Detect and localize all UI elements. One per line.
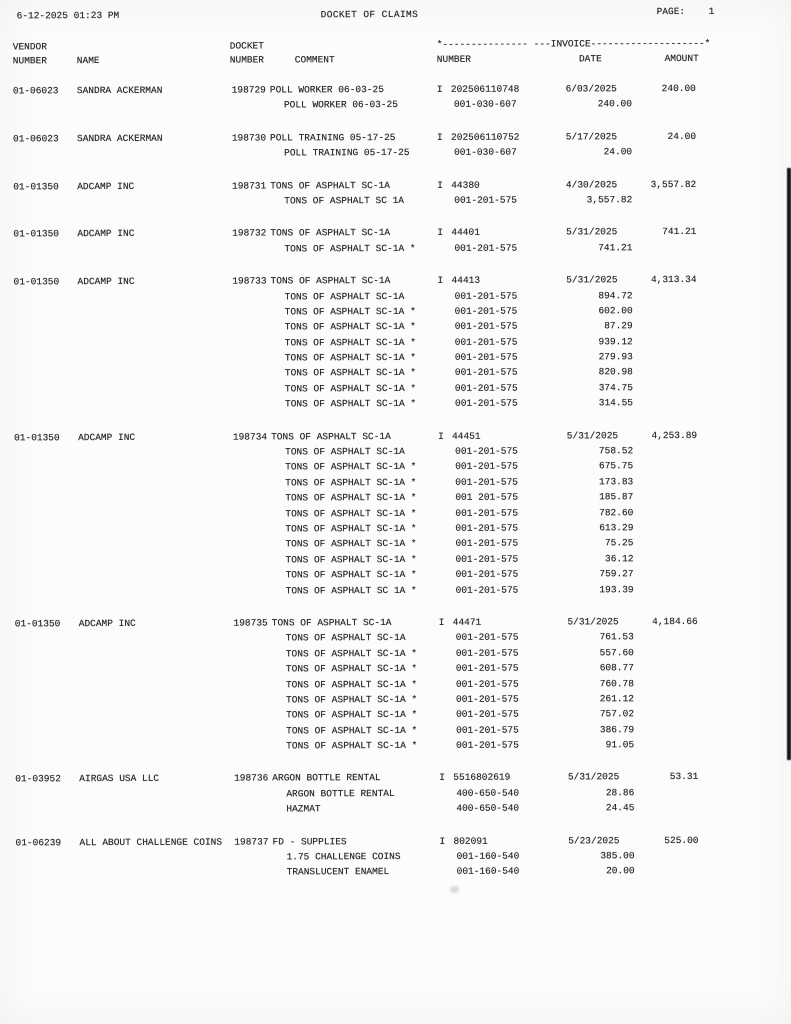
header-vendor-number: NUMBER [12, 55, 48, 67]
page-label: PAGE: [656, 5, 686, 18]
vendor-name: ALL ABOUT CHALLENGE COINS [79, 836, 223, 848]
invoice-date: 5/31/2025 [567, 616, 619, 628]
detail-amount: 24.00 [603, 146, 633, 158]
detail-comment: TONS OF ASPHALT SC-1A * [285, 663, 418, 675]
detail-amount: 28.86 [605, 787, 635, 799]
claim-detail-row [0, 397, 791, 415]
claim-comment: POLL TRAINING 05-17-25 [270, 131, 396, 144]
invoice-number: 44380 [451, 179, 480, 191]
detail-amount: 185.87 [599, 491, 634, 503]
account-number: 001-201-575 [454, 336, 518, 348]
account-number: 001-160-540 [456, 865, 520, 878]
detail-amount: 386.79 [599, 723, 635, 735]
detail-amount: 173.83 [599, 475, 634, 488]
header-docket-group: DOCKET [229, 40, 264, 52]
detail-comment: TONS OF ASPHALT SC-1A [284, 290, 405, 302]
invoice-date: 5/31/2025 [566, 274, 618, 286]
invoice-date: 5/31/2025 [567, 771, 620, 783]
detail-comment: TONS OF ASPHALT SC-1A * [285, 553, 417, 566]
invoice-date: 5/31/2025 [566, 226, 618, 238]
claim-group [1, 834, 791, 883]
detail-comment: TONS OF ASPHALT SC-1A * [284, 382, 417, 395]
claim-comment: POLL WORKER 06-03-25 [269, 84, 384, 96]
invoice-date: 6/03/2025 [565, 83, 617, 95]
account-number: 001-201-575 [455, 647, 519, 659]
detail-comment: TONS OF ASPHALT SC-1A * [285, 538, 417, 550]
claim-comment: TONS OF ASPHALT SC-1A [270, 275, 391, 287]
vendor-name: ADCAMP INC [78, 431, 136, 443]
header-comment: COMMENT [294, 54, 335, 66]
account-number: 001-201-575 [455, 476, 518, 488]
detail-comment: TONS OF ASPHALT SC-1A * [284, 336, 416, 349]
detail-amount: 261.12 [599, 693, 635, 705]
docket-number: 198735 [233, 617, 268, 629]
account-number: 001-201-575 [454, 351, 518, 363]
claim-comment: TONS OF ASPHALT SC-1A [271, 430, 391, 443]
detail-amount: 91.05 [605, 739, 635, 751]
account-number: 400-650-540 [456, 802, 520, 815]
detail-comment: HAZMAT [286, 803, 321, 815]
vendor-number: 01-01350 [14, 618, 61, 630]
account-number: 001-201-575 [456, 739, 519, 751]
detail-amount: 939.12 [598, 335, 633, 347]
invoice-date: 5/17/2025 [565, 131, 618, 143]
account-number: 001-201-575 [456, 708, 519, 721]
detail-amount: 87.29 [604, 320, 633, 332]
detail-comment: TONS OF ASPHALT SC-1A * [286, 739, 418, 752]
docket-number: 198729 [231, 84, 266, 96]
report-title: DOCKET OF CLAIMS [320, 8, 419, 21]
account-number: 001-201-575 [454, 320, 518, 333]
detail-comment: POLL WORKER 06-03-25 [283, 99, 398, 111]
invoice-type-code: I [437, 274, 444, 286]
claim-detail-row [0, 98, 790, 116]
detail-amount: 374.75 [598, 382, 633, 394]
invoice-type-code: I [439, 835, 446, 847]
account-number: 001-201-575 [454, 290, 518, 302]
account-number: 001-201-575 [454, 367, 518, 379]
claim-detail-row [0, 146, 790, 164]
printed-datetime: 6-12-2025 01:23 PM [16, 9, 120, 22]
claim-detail-row [1, 583, 791, 601]
claim-detail-row [1, 739, 791, 757]
account-number: 001-201-575 [454, 305, 518, 317]
vendor-number: 01-06023 [12, 85, 59, 97]
invoice-amount: 4,313.34 [650, 274, 697, 286]
detail-amount: 36.12 [604, 552, 634, 565]
detail-comment: POLL TRAINING 05-17-25 [284, 147, 410, 159]
vendor-number: 01-03952 [15, 773, 61, 785]
docket-number: 198732 [232, 227, 267, 239]
invoice-amount: 24.00 [667, 130, 697, 142]
detail-amount: 3,557.82 [586, 194, 633, 206]
claim-detail-row [0, 194, 790, 212]
detail-amount: 675.75 [598, 460, 634, 472]
detail-amount: 613.29 [599, 522, 634, 534]
claim-detail-row [2, 865, 791, 883]
detail-comment: TONS OF ASPHALT SC-1A * [286, 709, 418, 721]
header-docket-number: NUMBER [229, 54, 265, 66]
invoice-amount: 741.21 [662, 226, 697, 238]
vendor-number: 01-01350 [14, 431, 60, 443]
account-number: 001-201-575 [455, 522, 519, 534]
account-number: 001-201-575 [454, 397, 518, 410]
account-number: 001-030-607 [453, 98, 517, 111]
invoice-date: 5/31/2025 [566, 429, 619, 442]
invoice-date: 4/30/2025 [565, 178, 618, 190]
detail-amount: 894.72 [598, 289, 633, 301]
invoice-number: 5516802619 [453, 772, 511, 784]
account-number: 001-201-575 [455, 553, 519, 565]
detail-comment: TONS OF ASPHALT SC-1A * [284, 305, 416, 318]
detail-amount: 193.39 [599, 583, 634, 595]
claims-table-body [0, 83, 791, 901]
account-number: 001-201-575 [456, 724, 519, 736]
detail-amount: 608.77 [599, 662, 634, 674]
docket-number: 198730 [231, 132, 267, 144]
vendor-number: 01-06023 [13, 132, 59, 145]
detail-comment: TONS OF ASPHALT SC-1A * [285, 522, 417, 535]
detail-amount: 279.93 [598, 351, 633, 363]
detail-comment: TONS OF ASPHALT SC 1A [284, 194, 405, 207]
claim-group [1, 771, 791, 820]
detail-comment: TONS OF ASPHALT SC-1A * [284, 242, 416, 255]
claim-comment: TONS OF ASPHALT SC-1A [270, 179, 390, 191]
vendor-name: ADCAMP INC [77, 276, 135, 288]
detail-comment: TRANSLUCENT ENAMEL [286, 866, 390, 878]
invoice-amount: 4,253.89 [651, 429, 698, 441]
claim-comment: ARGON BOTTLE RENTAL [272, 772, 381, 784]
docket-number: 198737 [234, 836, 269, 848]
vendor-name: ADCAMP INC [77, 228, 135, 240]
detail-comment: TONS OF ASPHALT SC-1A * [285, 678, 418, 690]
header-invoice-band: *--------------- ---INVOICE--------------------* [436, 37, 711, 50]
invoice-type-code: I [437, 131, 443, 143]
claim-detail-row [1, 802, 791, 820]
detail-amount: 20.00 [606, 865, 635, 877]
detail-comment: 1.75 CHALLENGE COINS [286, 851, 401, 863]
detail-comment: TONS OF ASPHALT SC-1A * [285, 507, 417, 519]
invoice-number: 44413 [451, 274, 481, 286]
detail-comment: TONS OF ASPHALT SC-1A * [285, 476, 417, 489]
detail-comment: TONS OF ASPHALT SC-1A * [286, 724, 418, 737]
invoice-number: 44401 [451, 227, 480, 239]
header-vendor-group: VENDOR [12, 41, 47, 53]
invoice-number: 44471 [452, 616, 482, 628]
account-number: 001-201-575 [455, 631, 519, 644]
claim-group [0, 83, 790, 117]
scan-smudge-artifact [450, 886, 459, 893]
docket-number: 198736 [234, 772, 269, 785]
vendor-number: 01-01350 [13, 228, 60, 240]
detail-amount: 557.60 [599, 646, 634, 659]
detail-amount: 314.55 [598, 397, 633, 409]
detail-comment: TONS OF ASPHALT SC-1A * [285, 647, 417, 660]
header-vendor-name: NAME [76, 55, 100, 67]
invoice-amount: 53.31 [669, 771, 699, 783]
detail-amount: 759.27 [599, 568, 634, 580]
account-number: 001-160-540 [456, 850, 520, 862]
account-number: 001-201-575 [455, 568, 519, 580]
detail-comment: TONS OF ASPHALT SC 1A * [285, 584, 417, 596]
detail-comment: TONS OF ASPHALT SC-1A * [285, 569, 417, 581]
detail-comment: TONS OF ASPHALT SC-1A [285, 445, 405, 458]
detail-amount: 24.45 [605, 802, 635, 814]
vendor-name: AIRGAS USA LLC [79, 773, 160, 785]
account-number: 001-201-575 [454, 194, 518, 206]
claim-group [0, 226, 790, 260]
detail-amount: 385.00 [600, 850, 635, 862]
account-number: 001-201-575 [455, 678, 519, 690]
account-number: 001-201-575 [455, 537, 519, 550]
claim-comment: TONS OF ASPHALT SC-1A [270, 227, 391, 239]
detail-comment: TONS OF ASPHALT SC-1A * [284, 398, 417, 410]
detail-comment: TONS OF ASPHALT SC-1A * [285, 492, 417, 504]
account-number: 001-201-575 [455, 460, 518, 473]
invoice-type-code: I [437, 179, 443, 191]
account-number: 001-201-575 [455, 662, 519, 674]
invoice-type-code: I [437, 227, 444, 239]
account-number: 001-030-607 [454, 146, 517, 158]
invoice-number: 202506110752 [451, 131, 520, 143]
invoice-type-code: I [438, 430, 444, 442]
invoice-amount: 525.00 [664, 834, 699, 846]
detail-amount: 760.78 [599, 677, 634, 689]
vendor-name: SANDRA ACKERMAN [77, 132, 163, 144]
invoice-type-code: I [436, 83, 443, 95]
invoice-amount: 240.00 [661, 82, 696, 95]
detail-amount: 240.00 [597, 98, 632, 110]
claim-comment: TONS OF ASPHALT SC-1A [271, 616, 392, 629]
docket-number: 198734 [232, 431, 268, 443]
account-number: 001-201-575 [455, 445, 518, 457]
detail-comment: TONS OF ASPHALT SC-1A [285, 632, 406, 644]
invoice-number: 202506110748 [450, 83, 520, 95]
account-number: 400-650-540 [456, 787, 520, 799]
vendor-number: 01-01350 [13, 276, 60, 288]
vendor-name: SANDRA ACKERMAN [76, 84, 163, 97]
account-number: 001-201-575 [455, 693, 519, 705]
account-number: 001 201-575 [455, 491, 519, 503]
detail-amount: 741.21 [598, 241, 633, 254]
claim-detail-row [0, 241, 790, 259]
claim-group [0, 130, 790, 164]
account-number: 001-201-575 [454, 242, 518, 254]
claim-group [0, 274, 791, 415]
scan-edge-artifact [787, 168, 791, 760]
claim-group [0, 178, 790, 212]
header-invoice-date: DATE [578, 53, 602, 65]
page-number: 1 [708, 5, 715, 17]
claim-group [0, 429, 791, 601]
account-number: 001-201-575 [454, 382, 518, 394]
invoice-date: 5/23/2025 [568, 834, 620, 847]
detail-comment: TONS OF ASPHALT SC-1A * [285, 693, 418, 706]
docket-number: 198733 [232, 275, 267, 287]
claim-comment: FD - SUPPLIES [272, 835, 347, 848]
account-number: 001-201-575 [455, 507, 519, 519]
claim-group [1, 616, 791, 757]
detail-amount: 782.60 [599, 506, 634, 518]
docket-number: 198731 [231, 180, 267, 192]
detail-comment: ARGON BOTTLE RENTAL [286, 787, 395, 800]
detail-amount: 758.52 [598, 445, 634, 457]
invoice-number: 802091 [453, 835, 488, 847]
header-invoice-amount: AMOUNT [664, 52, 699, 65]
detail-amount: 757.02 [599, 708, 635, 720]
detail-amount: 761.53 [599, 631, 634, 643]
detail-comment: TONS OF ASPHALT SC-1A * [284, 367, 417, 379]
header-invoice-number: NUMBER [436, 53, 472, 65]
vendor-number: 01-06239 [15, 836, 62, 848]
detail-comment: TONS OF ASPHALT SC-1A * [284, 321, 416, 333]
vendor-name: ADCAMP INC [77, 180, 135, 192]
vendor-number: 01-01350 [13, 180, 59, 192]
detail-amount: 820.98 [598, 366, 633, 378]
detail-comment: TONS OF ASPHALT SC-1A * [284, 352, 416, 364]
account-number: 001-201-575 [455, 584, 519, 596]
invoice-type-code: I [439, 772, 446, 784]
invoice-type-code: I [438, 616, 445, 628]
invoice-number: 44451 [452, 430, 481, 442]
invoice-amount: 4,184.66 [652, 615, 698, 628]
detail-amount: 602.00 [598, 305, 633, 317]
detail-comment: TONS OF ASPHALT SC-1A * [285, 461, 417, 473]
invoice-amount: 3,557.82 [650, 178, 697, 190]
vendor-name: ADCAMP INC [78, 617, 136, 630]
detail-amount: 75.25 [604, 537, 634, 549]
